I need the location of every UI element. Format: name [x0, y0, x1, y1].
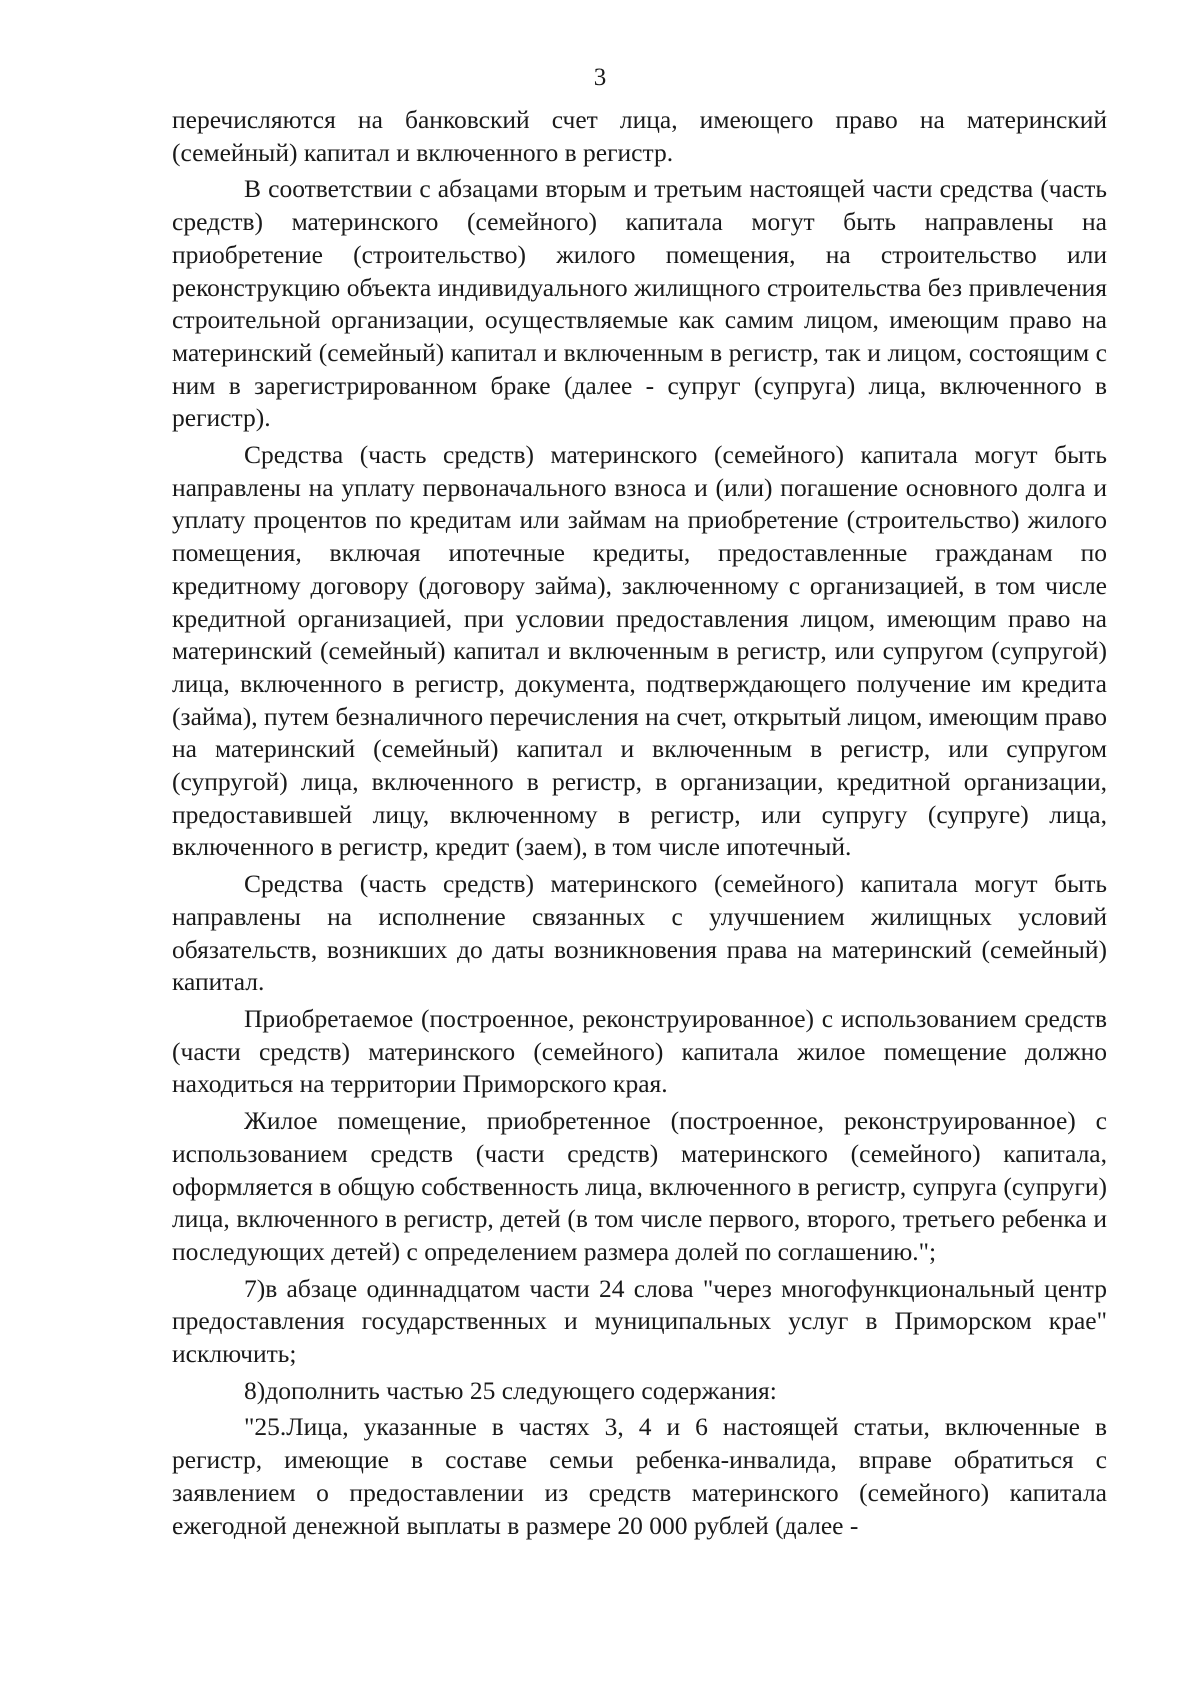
paragraph-item-8: 8)дополнить частью 25 следующего содержания: [244, 1375, 777, 1405]
paragraph-part-25: "25.Лица, указанные в частях 3, 4 и 6 настоящей статьи, включенные в регистр, имеющие в составе семьи ребенка-инвалида, вправе обратиться с заявлением о предоставлении из средств материнского (семейного) капитала ежегодной денежной выплаты в размере 20 000 рублей (далее - [172, 1412, 1107, 1540]
paragraph-credit-repayment: Средства (часть средств) материнского (семейного) капитала могут быть направлены на уплату первоначального взноса и (или) погашение основного долга и уплату процентов по кредитам или займам на приобретение (строительство) жилого помещения, включая ипотечные кредиты, предоставленные гражданам по кредитному договору (договору займа), заключенному с организацией, в том числе кредитной организацией, при условии предоставления лицом, имеющим право на материнский (семейный) капитал и включенным в регистр, или супругом (супругой) лица, включенного в регистр, документа, подтверждающего получение им кредита (займа), путем безналичного перечисления на счет, открытый лицом, имеющим право на материнский (семейный) капитал и включенным в регистр, или супругом (супругой) лица, включенного в регистр, в организации, кредитной организации, предоставившей лицу, включенному в регистр, или супругу (супруге) лица, включенного в регистр, кредит (заем), в том числе ипотечный. [172, 440, 1107, 862]
paragraph-housing-purchase: В соответствии с абзацами вторым и третьим настоящей части средства (часть средств) материнского (семейного) капитала могут быть направлены на приобретение (строительство) жилого помещения, на строительство или реконструкцию объекта индивидуального жилищного строительства без привлечения строительной организации, осуществляемые как самим лицом, имеющим право на материнский (семейный) капитал и включенным в регистр, так и лицом, состоящим с ним в зарегистрированном браке (далее - супруг (супруга) лица, включенного в регистр). [172, 174, 1107, 433]
paragraph-obligations: Средства (часть средств) материнского (семейного) капитала могут быть направлены на исполнение связанных с улучшением жилищных условий обязательств, возникших до даты возникновения права на материнский (семейный) капитал. [172, 869, 1107, 997]
page-number: 3 [593, 64, 607, 91]
paragraph-territory: Приобретаемое (построенное, реконструированное) с использованием средств (части средств) материнского (семейного) капитала жилое помещение должно находиться на территории Приморского края. [172, 1003, 1107, 1099]
document-body [172, 104, 1107, 1542]
paragraph-continuation: перечисляются на банковский счет лица, имеющего право на материнский (семейный) капитал и включенного в регистр. [172, 105, 1107, 167]
paragraph-ownership: Жилое помещение, приобретенное (построенное, реконструированное) с использованием средств (части средств) материнского (семейного) капитала, оформляется в общую собственность лица, включенного в регистр, супруга (супруги) лица, включенного в регистр, детей (в том числе первого, второго, третьего ребенка и последующих детей) с определением размера долей по соглашению."; [172, 1106, 1107, 1266]
paragraph-item-7: 7)в абзаце одиннадцатом части 24 слова "через многофункциональный центр предоставления государственных и муниципальных услуг в Приморском крае" исключить; [172, 1273, 1107, 1369]
